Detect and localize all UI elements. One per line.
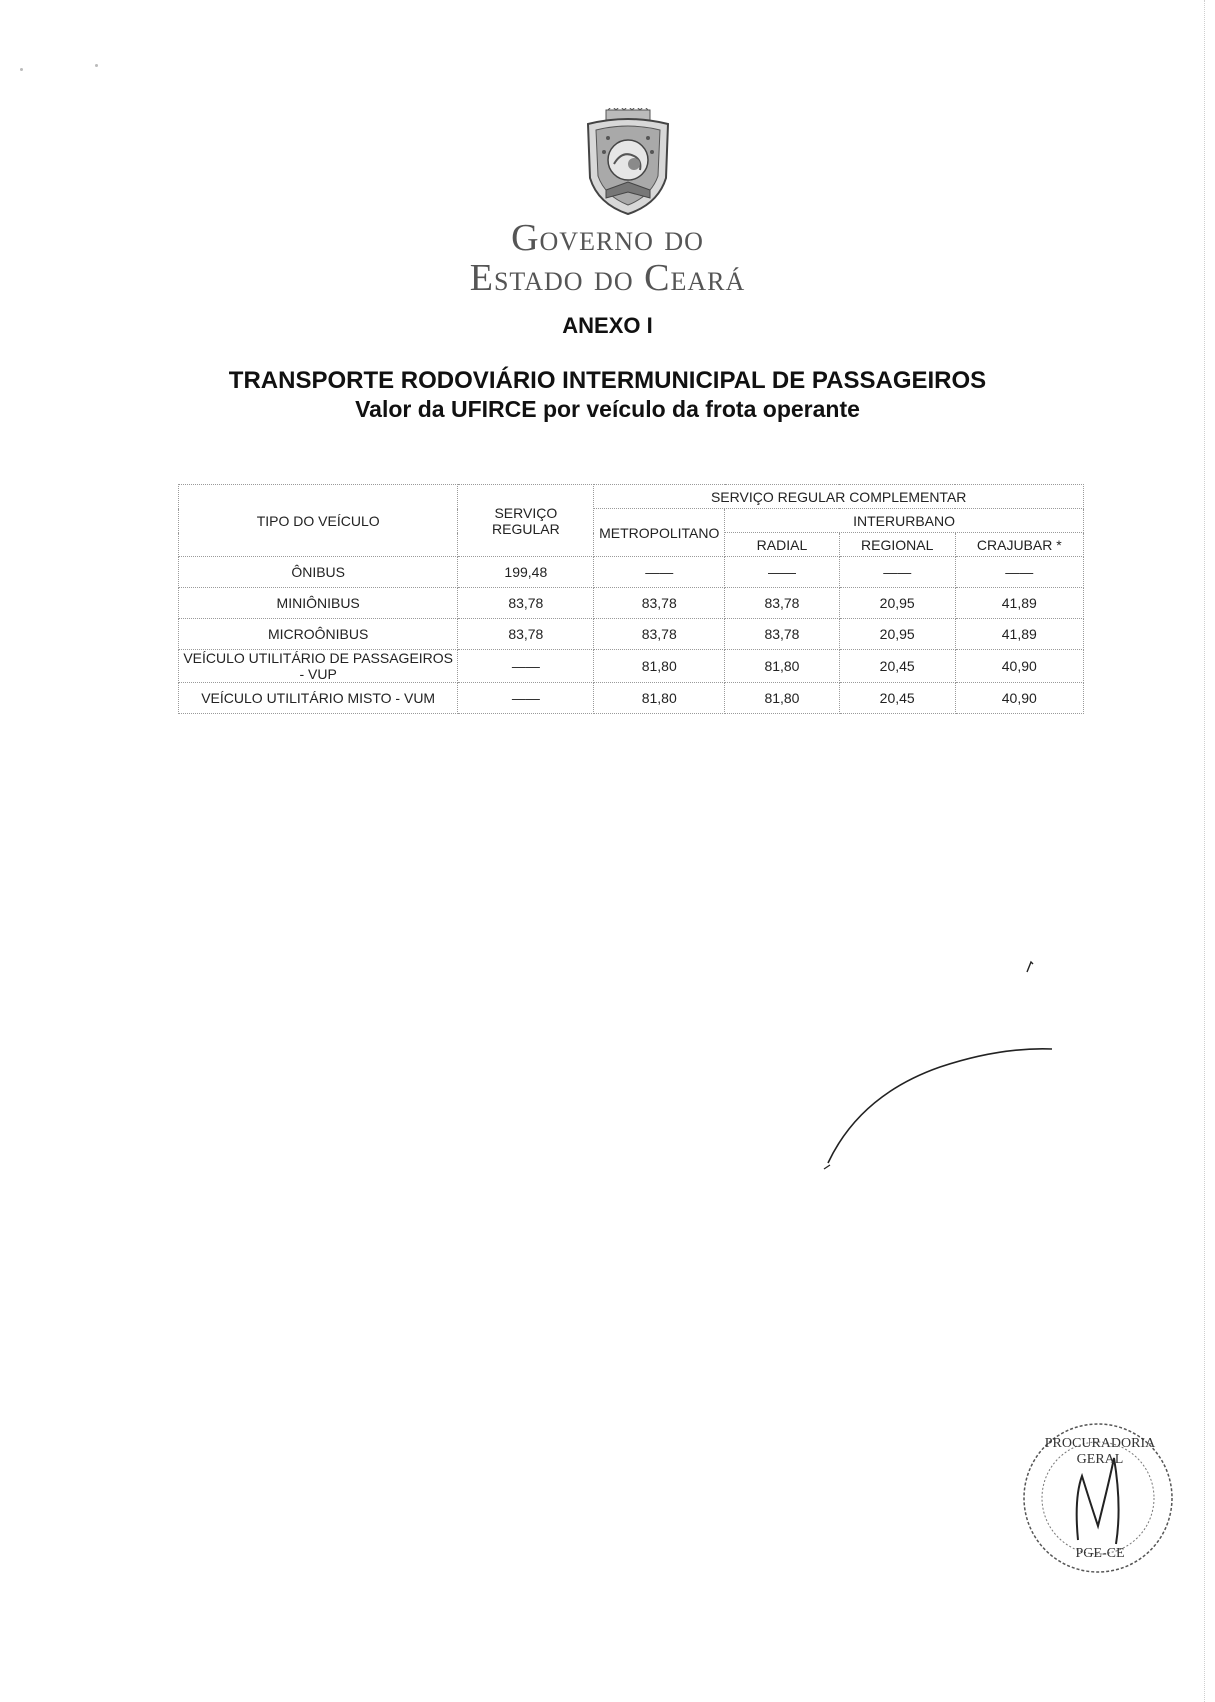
- cell-metropolitan: 83,78: [594, 619, 725, 650]
- header-metropolitan: METROPOLITANO: [594, 509, 725, 557]
- cell-vehicle-type: VEÍCULO UTILITÁRIO MISTO - VUM: [179, 683, 458, 714]
- cell-regional: 20,45: [839, 650, 955, 683]
- cell-metropolitan: 81,80: [594, 683, 725, 714]
- cell-radial: 81,80: [725, 650, 840, 683]
- cell-crajubar: ——: [955, 557, 1083, 588]
- cell-vehicle-type: VEÍCULO UTILITÁRIO DE PASSAGEIROS - VUP: [179, 650, 458, 683]
- header-vehicle-type: TIPO DO VEÍCULO: [179, 485, 458, 557]
- handwritten-signature: [820, 1035, 1060, 1175]
- cell-vehicle-type: MICROÔNIBUS: [179, 619, 458, 650]
- cell-regular: 83,78: [458, 619, 594, 650]
- table-row: [179, 588, 1084, 619]
- cell-regional: 20,95: [839, 619, 955, 650]
- cell-metropolitan: 81,80: [594, 650, 725, 683]
- letterhead-line-2: ESTADO DO CEARÁ: [469, 257, 746, 299]
- cell-radial: ——: [725, 557, 840, 588]
- header-regional: REGIONAL: [839, 533, 955, 557]
- table-row: [179, 557, 1084, 588]
- document-subheading: Valor da UFIRCE por veículo da frota operante: [355, 396, 860, 422]
- cell-regular: ——: [458, 683, 594, 714]
- cell-regional: ——: [839, 557, 955, 588]
- header-regular-service: SERVIÇO REGULAR: [458, 485, 594, 557]
- cell-regional: 20,45: [839, 683, 955, 714]
- table-row: [179, 619, 1084, 650]
- cell-regional: 20,95: [839, 588, 955, 619]
- state-crest-logo: [578, 108, 678, 218]
- header-interurban: INTERURBANO: [725, 509, 1084, 533]
- stamp-top-text: PROCURADORIA GERAL: [1044, 1436, 1156, 1467]
- cell-metropolitan: 83,78: [594, 588, 725, 619]
- ufirce-fee-table: [178, 484, 1084, 714]
- cell-vehicle-type: ÔNIBUS: [179, 557, 458, 588]
- document-heading: TRANSPORTE RODOVIÁRIO INTERMUNICIPAL DE PASSAGEIROS: [228, 367, 987, 394]
- annex-title: ANEXO I: [562, 313, 653, 338]
- cell-crajubar: 40,90: [955, 650, 1083, 683]
- cell-crajubar: 40,90: [955, 683, 1083, 714]
- cell-radial: 83,78: [725, 619, 840, 650]
- stamp-bottom-text: PGE-CE: [1075, 1546, 1125, 1561]
- cell-radial: 81,80: [725, 683, 840, 714]
- cell-crajubar: 41,89: [955, 588, 1083, 619]
- table-row: [179, 650, 1084, 683]
- header-crajubar: CRAJUBAR *: [955, 533, 1083, 557]
- cell-regular: ——: [458, 650, 594, 683]
- cell-vehicle-type: MINIÔNIBUS: [179, 588, 458, 619]
- cell-regular: 83,78: [458, 588, 594, 619]
- table-row: [179, 683, 1084, 714]
- cell-metropolitan: ——: [594, 557, 725, 588]
- letterhead-line-1: GOVERNO DO: [511, 217, 704, 259]
- header-radial: RADIAL: [725, 533, 840, 557]
- scan-speck: [95, 64, 98, 67]
- cell-radial: 83,78: [725, 588, 840, 619]
- scan-speck: [20, 68, 23, 71]
- header-complementary-service: SERVIÇO REGULAR COMPLEMENTAR: [594, 485, 1084, 509]
- check-mark-icon: [1025, 960, 1035, 974]
- cell-crajubar: 41,89: [955, 619, 1083, 650]
- cell-regular: 199,48: [458, 557, 594, 588]
